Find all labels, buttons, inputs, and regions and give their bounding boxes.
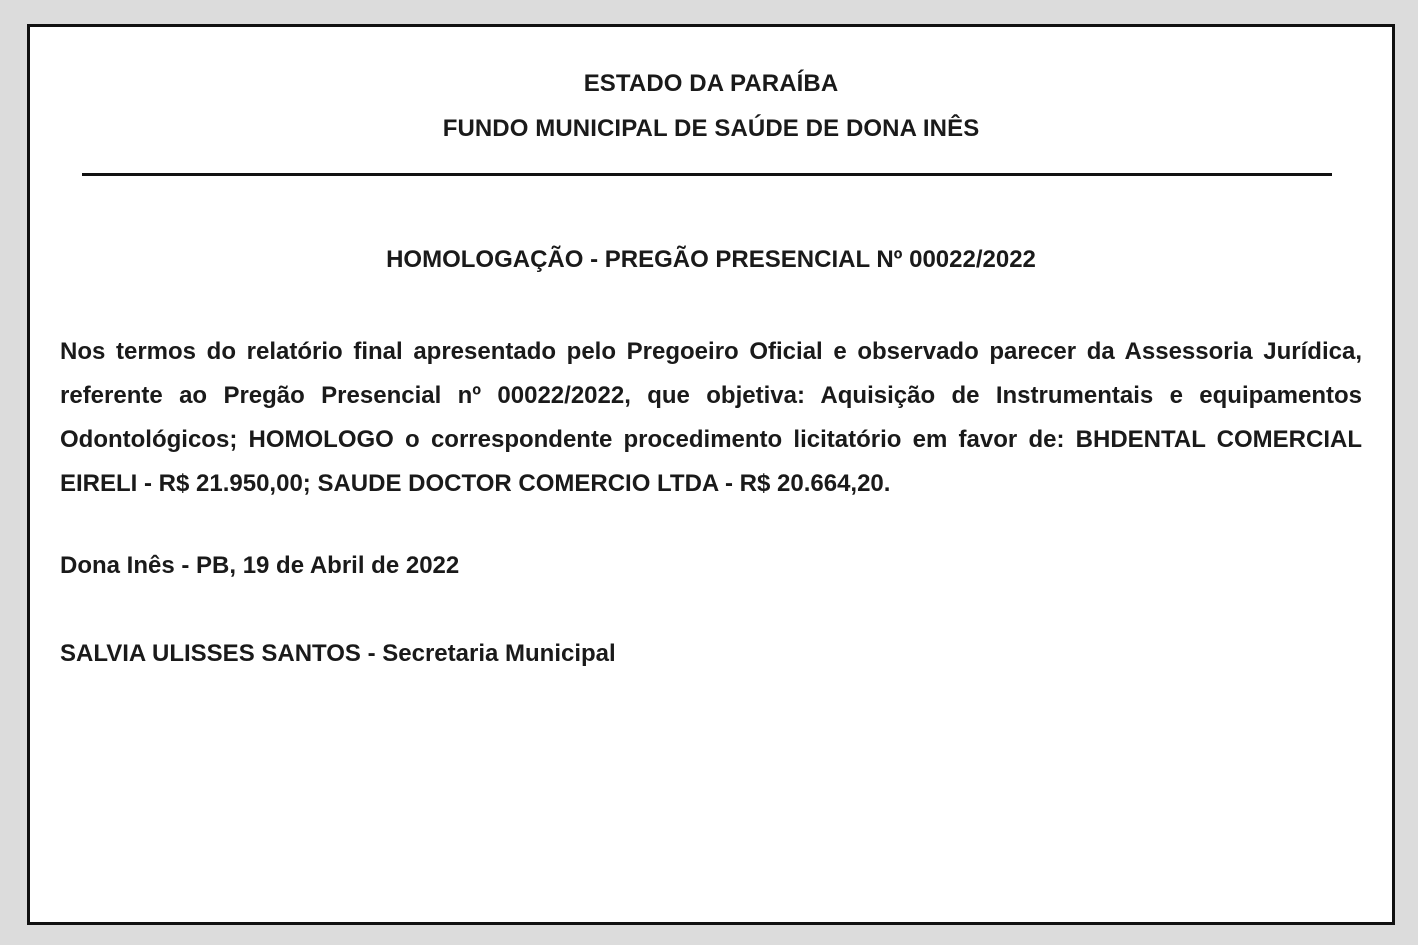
signature-line: SALVIA ULISSES SANTOS - Secretaria Municipal bbox=[60, 640, 616, 667]
state-heading: ESTADO DA PARAÍBA bbox=[583, 70, 839, 97]
place-date: Dona Inês - PB, 19 de Abril de 2022 bbox=[60, 552, 460, 579]
header-divider bbox=[82, 173, 1332, 176]
document-title: HOMOLOGAÇÃO - PREGÃO PRESENCIAL Nº 00022/2022 bbox=[386, 246, 1036, 273]
notice-document bbox=[27, 24, 1395, 925]
agency-heading: FUNDO MUNICIPAL DE SAÚDE DE DONA INÊS bbox=[442, 115, 980, 142]
document-body: Nos termos do relatório final apresentado pelo Pregoeiro Oficial e observado parecer da Assessoria Jurídica, referente ao Pregão Presencial nº 00022/2022, que objetiva: Aquisição de Instrumentais e equipamentos Odontológicos; HOMOLOGO o correspondente procedimento licitatório em favor de: BHDENTAL COMERCIAL EIRELI - R$ 21.950,00; SAUDE DOCTOR COMERCIO LTDA - R$ 20.664,20. bbox=[60, 338, 1362, 497]
